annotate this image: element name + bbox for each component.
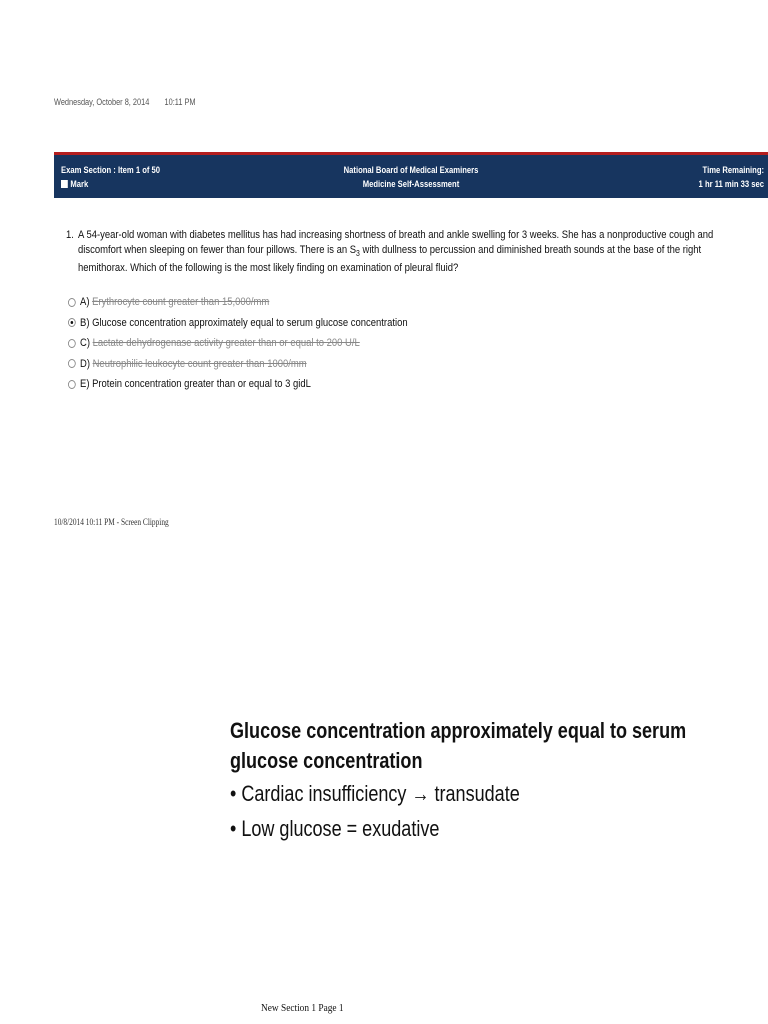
option-a[interactable] — [68, 292, 408, 313]
option-c[interactable] — [68, 333, 408, 354]
option-b[interactable] — [68, 313, 408, 334]
option-text: Neutrophilic leukocyte count greater than 1000/mm — [92, 357, 307, 370]
question-text-part2: with dullness to percussion and diminished breath sounds at the base of the right hemithorax. Which of the following is the most likely finding on examination of pleural fluid? — [78, 244, 702, 275]
option-letter: D) — [80, 357, 91, 370]
time-remaining — [698, 165, 764, 189]
time-remaining-value: 1 hr 11 min 33 sec — [698, 179, 764, 189]
screen-clipping-label: 10/8/2014 10:11 PM - Screen Clipping — [54, 517, 169, 527]
explanation-bullet: • Low glucose = exudative — [230, 816, 440, 841]
page-footer: New Section 1 Page 1 — [261, 1002, 344, 1014]
radio-selected-icon[interactable] — [68, 318, 76, 327]
question-stem — [66, 228, 745, 276]
page-timestamp — [54, 97, 196, 107]
option-text: Protein concentration greater than or equal to 3 gidL — [92, 378, 311, 391]
option-letter: A) — [80, 296, 90, 309]
timestamp-time: 10:11 PM — [164, 97, 196, 107]
exam-title-block — [54, 165, 768, 189]
exam-org: National Board of Medical Examiners — [343, 165, 479, 175]
question-text-part1: A 54-year-old woman with diabetes mellitus has had increasing shortness of breath and ankle swelling for 3 weeks. She has a nonproductive cough and discomfort when sleeping on fewer than four pillows. There is an S — [78, 229, 714, 256]
radio-icon[interactable] — [68, 298, 76, 307]
question-text-subscript: 3 — [356, 249, 360, 259]
option-text: Lactate dehydrogenase activity greater than or equal to 200 U/L — [92, 337, 360, 350]
mark-label: Mark — [70, 179, 89, 189]
answer-explanation — [230, 716, 755, 846]
radio-icon[interactable] — [68, 380, 76, 389]
exam-section-label: Exam Section : Item 1 of 50 — [61, 165, 161, 175]
exam-header-bar — [54, 152, 768, 198]
option-text: Erythrocyte count greater than 15,000/mm — [92, 296, 270, 309]
timestamp-date: Wednesday, October 8, 2014 — [54, 97, 150, 107]
radio-icon[interactable] — [68, 339, 76, 348]
option-letter: E) — [80, 378, 90, 391]
option-letter: C) — [80, 337, 91, 350]
explanation-bullet: • Cardiac insufficiency → transudate — [230, 781, 520, 806]
answer-options — [68, 292, 408, 395]
option-d[interactable] — [68, 354, 408, 375]
question-text — [78, 228, 745, 276]
radio-icon[interactable] — [68, 359, 76, 368]
exam-title: Medicine Self-Assessment — [362, 179, 460, 189]
explanation-title: Glucose concentration approximately equal to serum glucose concentration — [230, 718, 687, 773]
option-e[interactable] — [68, 374, 408, 395]
time-remaining-label: Time Remaining: — [702, 165, 764, 175]
option-letter: B) — [80, 316, 90, 329]
option-text: Glucose concentration approximately equal to serum glucose concentration — [92, 316, 408, 329]
question-number: 1. — [66, 229, 74, 241]
